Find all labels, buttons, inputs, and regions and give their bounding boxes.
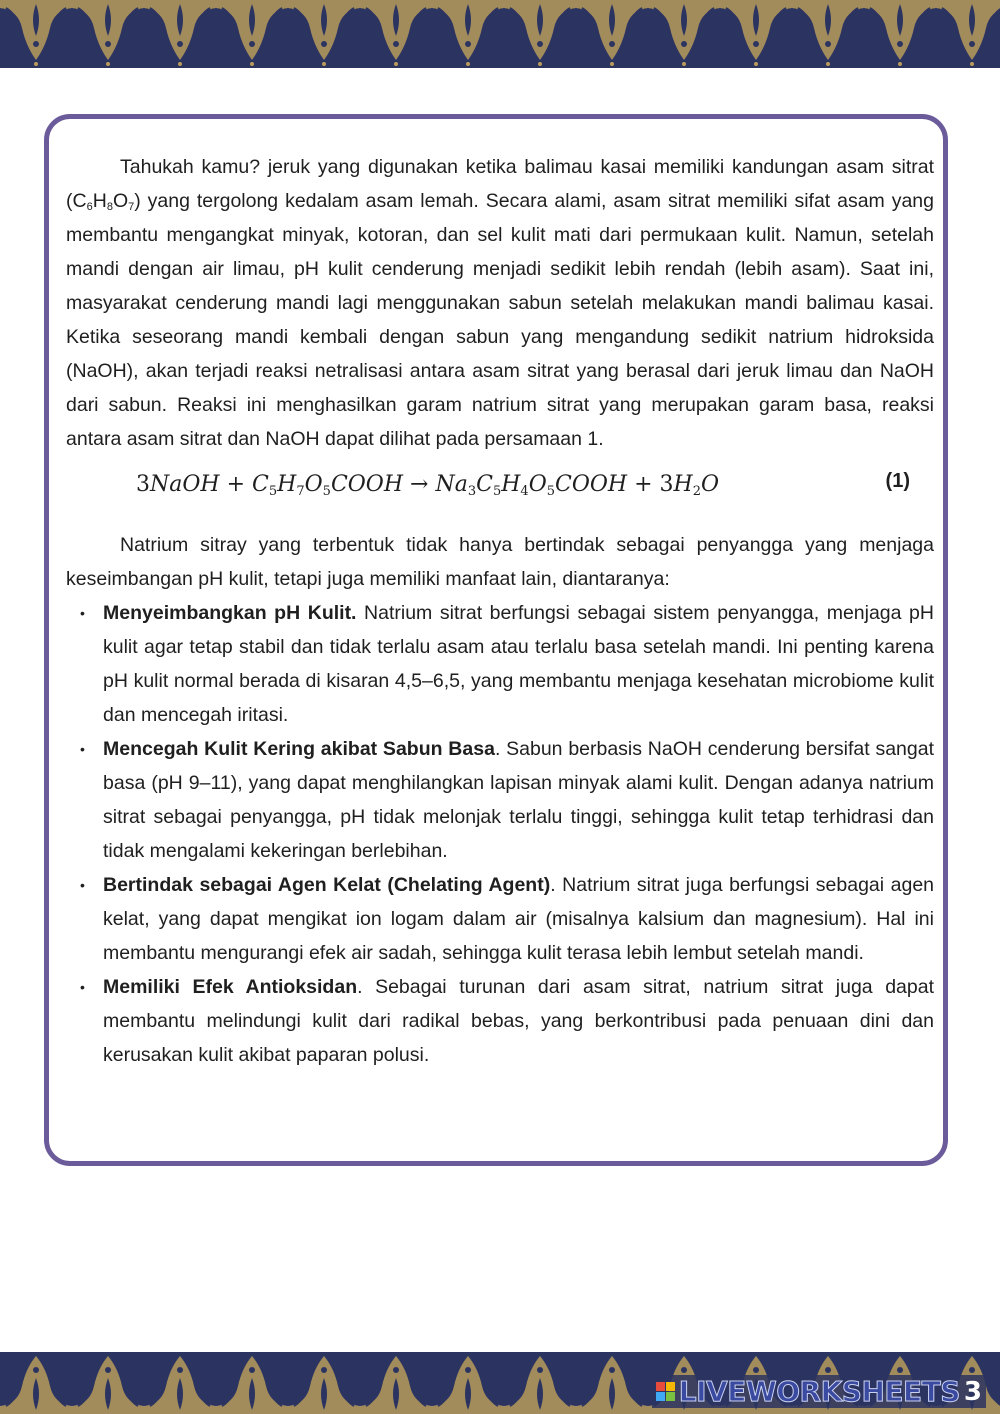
bullet-icon: • [80,877,85,893]
benefits-list [66,596,934,1072]
intro-text-1: jeruk yang digunakan ketika balimau kasai memiliki kandungan asam sitrat ( [66,156,935,212]
top-ornament-pattern [0,0,1000,68]
equation-number: (1) [885,470,910,492]
intro-text-2: ) yang tergolong kedalam asam lemah. Secara alami, asam sitrat memiliki sifat asam yang membantu mengangkat minyak, kotoran, dan sel kulit mati dari permukaan kulit. Namun, setelah mandi dengan air limau, pH kulit cenderung menjadi sedikit lebih rendah (lebih asam). Saat ini, masyarakat cenderung mandi lagi menggunakan sabun setelah melakukan mandi balimau kasai. Ketika seseorang mandi kembali dengan sabun yang mengandung sedikit natrium hidroksida (NaOH), akan terjadi reaksi netralisasi antara asam sitrat yang berasal dari jeruk limau dan NaOH dari sabun. Reaksi ini menghasilkan garam natrium sitrat yang merupakan garam basa, reaksi antara asam sitrat dan NaOH dapat dilihat pada persamaan 1. [66,190,934,450]
equation-row [66,456,934,528]
liveworksheets-logo-icon [656,1382,675,1401]
list-item: • Memiliki Efek Antioksidan. Sebagai turunan dari asam sitrat, natrium sitrat juga dapat membantu melindungi kulit dari radikal bebas, yang berkontribusi pada penuaan dini dan kerusakan kulit akibat paparan polusi. [66,970,934,1072]
citric-acid-formula: $C_6H_8O_7$ [72,190,135,213]
list-item: • Menyeimbangkan pH Kulit. Natrium sitrat berfungsi sebagai sistem penyangga, menjaga pH kulit agar tetap stabil dan tidak terlalu asam atau terlalu basa setelah mandi. Ini penting karena pH kulit normal berada di kisaran 4,5–6,5, yang membantu menjaga kesehatan microbiome kulit dan mencegah iritasi. [66,596,934,732]
top-ornament-band [0,0,1000,68]
list-item: • Bertindak sebagai Agen Kelat (Chelating Agent). Natrium sitrat juga berfungsi sebagai agen kelat, yang dapat mengikat ion logam dalam air (misalnya kalsium dan magnesium). Hal ini membantu mengurangi efek air sadah, sehingga kulit terasa lebih lembut setelah mandi. [66,868,934,970]
liveworksheets-brand [652,1375,986,1408]
bullet-icon: • [80,979,85,995]
brand-wordmark: LIVEWORKSHEETS [678,1375,960,1408]
intro-paragraph [66,150,934,456]
page-number: 3 [963,1376,982,1407]
list-item: • Mencegah Kulit Kering akibat Sabun Basa. Sabun berbasis NaOH cenderung bersifat sangat basa (pH 9–11), yang dapat menghilangkan lapisan minyak alami kulit. Dengan adanya natrium sitrat sebagai penyangga, pH tidak melonjak terlalu tinggi, sehingga kulit tetap terhidrasi dan tidak mengalami kekeringan berlebihan. [66,732,934,868]
intro-lead: Tahukah kamu? [120,156,261,178]
bullet-icon: • [80,605,85,621]
content-body [66,150,934,1072]
benefits-intro-paragraph: Natrium sitray yang terbentuk tidak hanya bertindak sebagai penyangga yang menjaga keseimbangan pH kulit, tetapi juga memiliki manfaat lain, diantaranya: [66,534,934,590]
bullet-icon: • [80,741,85,757]
bottom-ornament-band [0,1352,1000,1414]
reaction-equation: 3NaOH + $C_5H_7O_5COOH$ → $Na_3C_5H_4O_5COOH + 3H_2O$ [136,472,720,499]
